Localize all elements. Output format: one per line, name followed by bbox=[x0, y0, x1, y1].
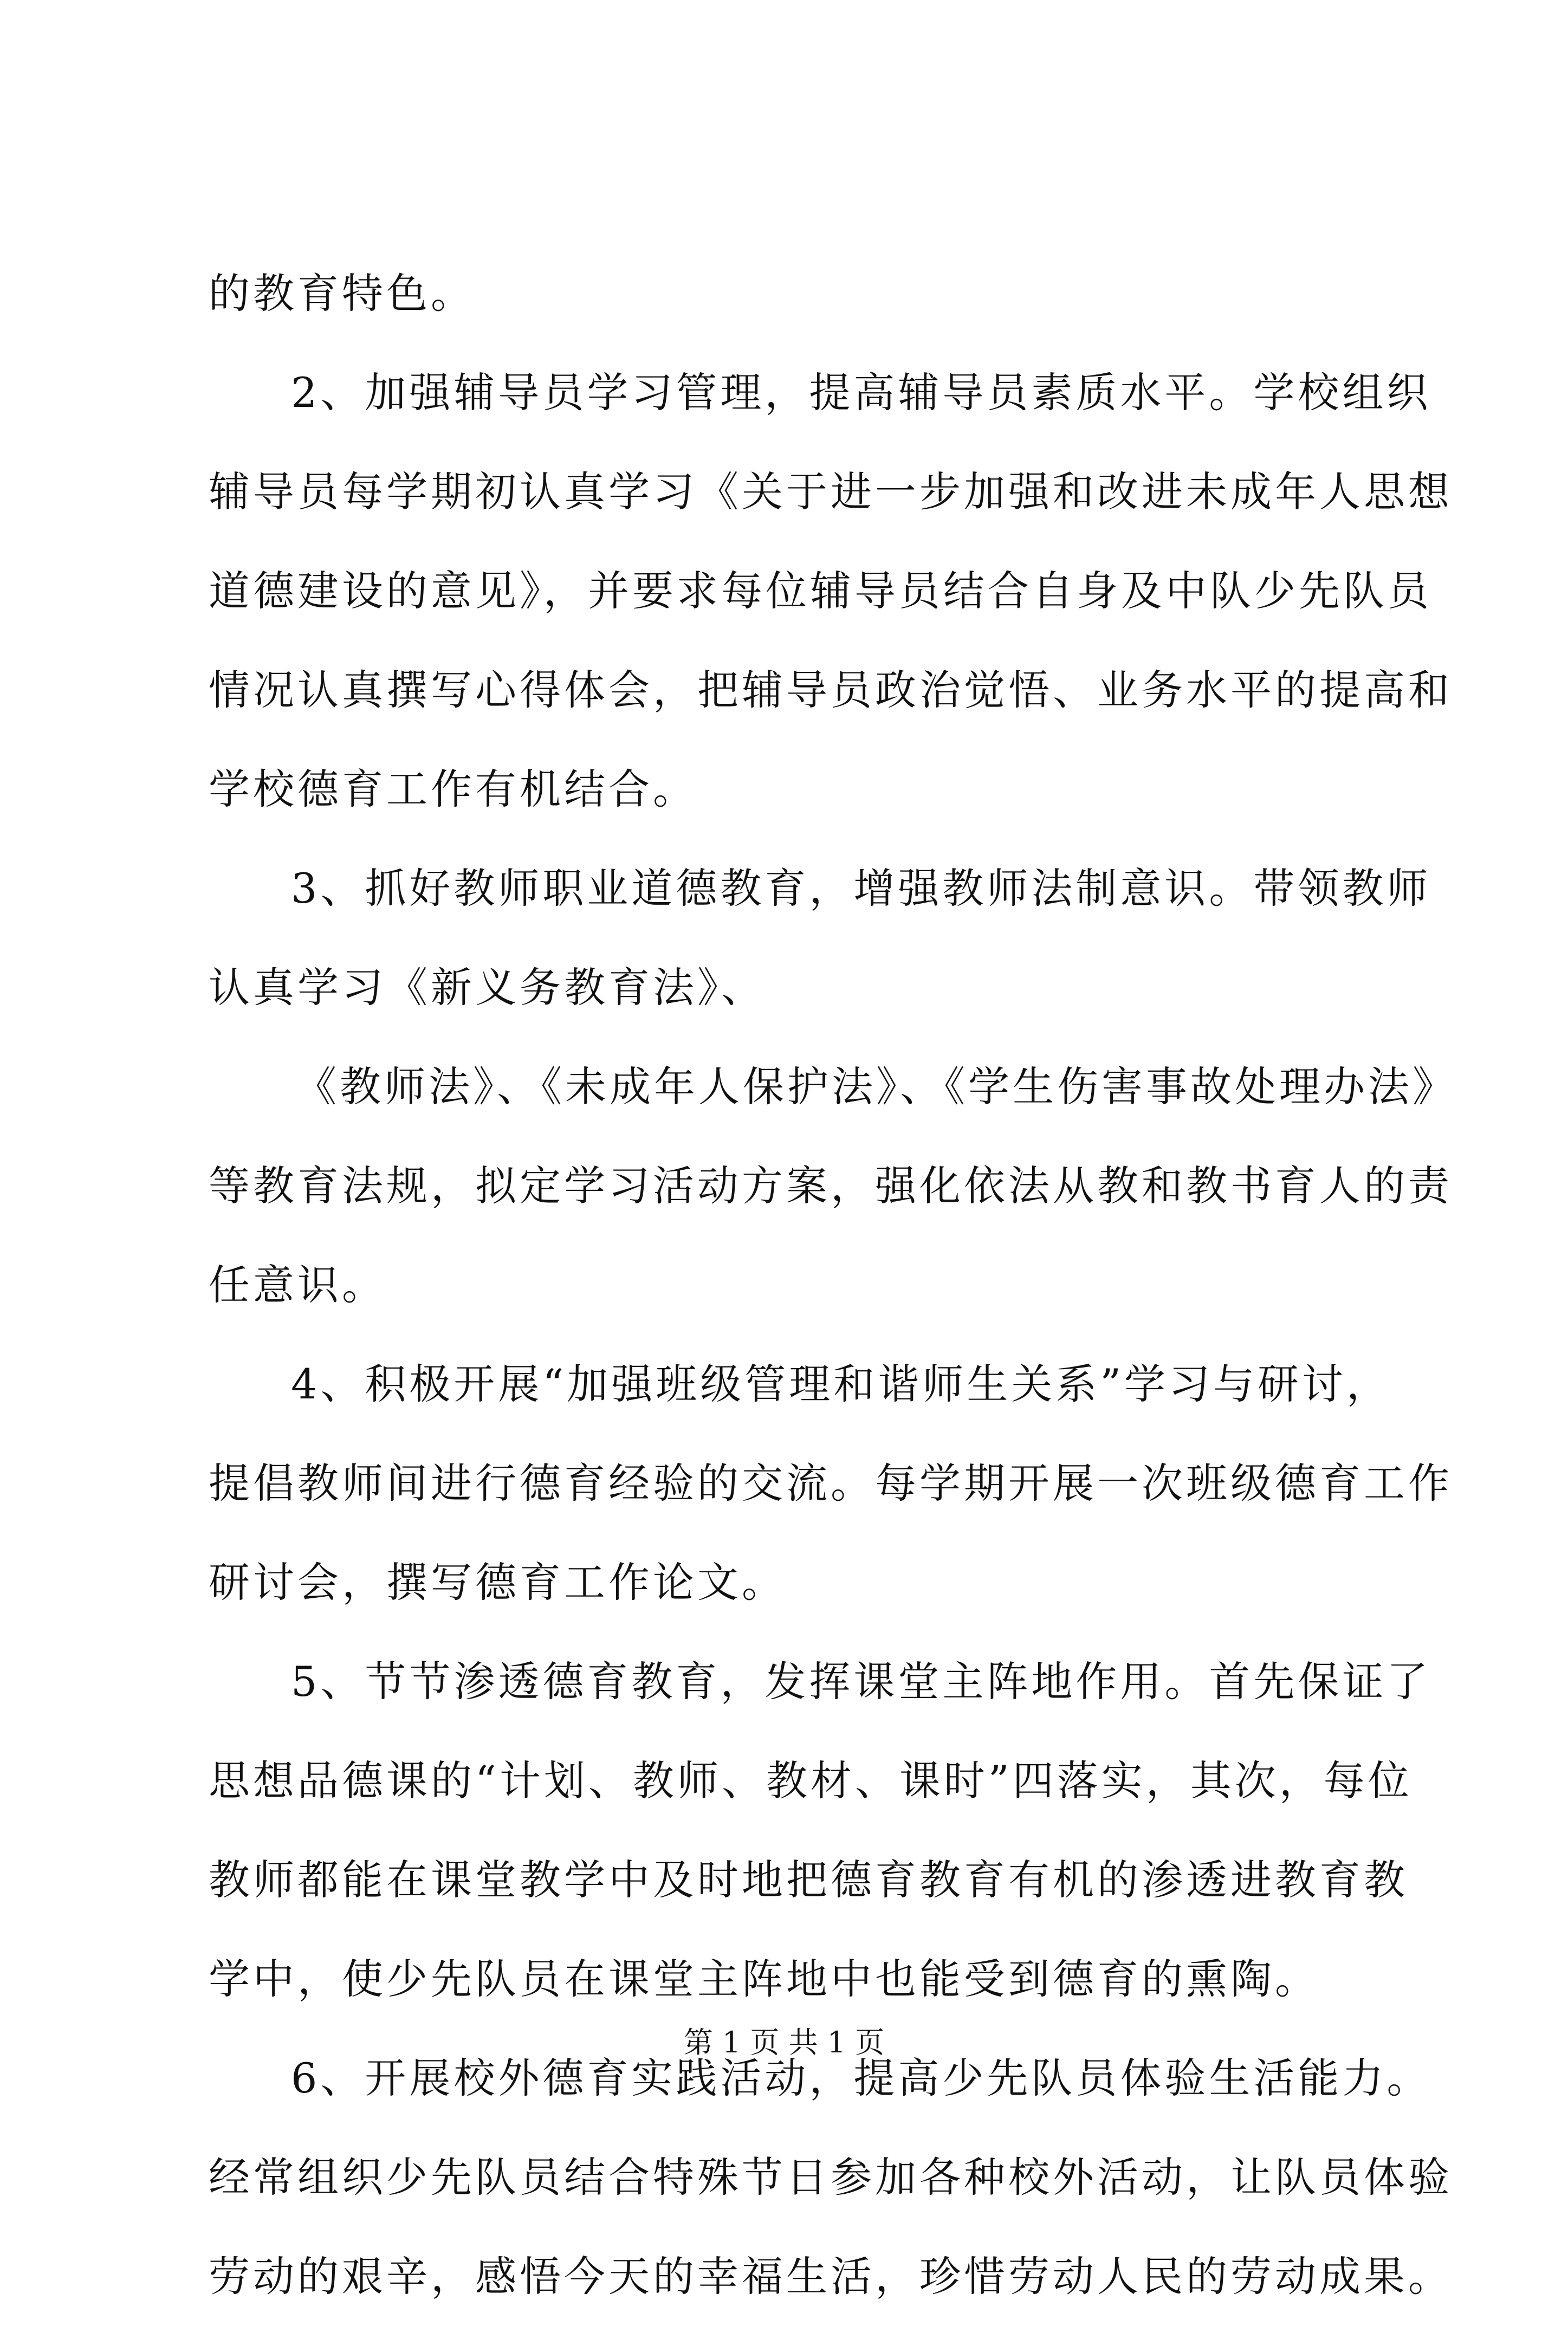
text-line: 教师都能在课堂教学中及时地把德育教育有机的渗透进教育教 bbox=[209, 1856, 1408, 1904]
text-line: 2、加强辅导员学习管理，提高辅导员素质水平。学校组织 bbox=[291, 368, 1431, 417]
text-line: 学中，使少先队员在课堂主阵地中也能受到德育的熏陶。 bbox=[209, 1955, 1319, 2003]
text-line: 的教育特色。 bbox=[209, 269, 475, 318]
text-line: 3、抓好教师职业道德教育，增强教师法制意识。带领教师 bbox=[291, 864, 1431, 912]
text-line: 5、节节渗透德育教育，发挥课堂主阵地作用。首先保证了 bbox=[291, 1657, 1431, 1706]
document-body bbox=[209, 244, 1457, 2326]
text-line: 道德建设的意见》，并要求每位辅导员结合自身及中队少先队员 bbox=[209, 567, 1432, 615]
text-line: 《教师法》、《未成年人保护法》、《学生伤害事故处理办法》 bbox=[295, 1062, 1457, 1111]
text-line: 等教育法规，拟定学习活动方案，强化依法从教和教书育人的责 bbox=[209, 1162, 1453, 1210]
text-line: 学校德育工作有机结合。 bbox=[209, 765, 697, 813]
text-line: 思想品德课的“计划、教师、教材、课时”四落实，其次，每位 bbox=[209, 1757, 1413, 1805]
text-line: 经常组织少先队员结合特殊节日参加各种校外活动，让队员体验 bbox=[209, 2153, 1453, 2201]
page-footer: 第 1 页 共 1 页 bbox=[683, 2025, 885, 2059]
text-line: 研讨会，撰写德育工作论文。 bbox=[209, 1558, 786, 1606]
text-line: 任意识。 bbox=[209, 1261, 386, 1309]
text-line: 认真学习《新义务教育法》、 bbox=[209, 963, 766, 1012]
text-line: 辅导员每学期初认真学习《关于进一步加强和改进未成年人思想 bbox=[209, 468, 1453, 516]
text-line: 6、开展校外德育实践活动，提高少先队员体验生活能力。 bbox=[291, 2054, 1431, 2102]
text-line: 提倡教师间进行德育经验的交流。每学期开展一次班级德育工作 bbox=[209, 1459, 1453, 1507]
text-line: 情况认真撰写心得体会，把辅导员政治觉悟、业务水平的提高和 bbox=[209, 666, 1453, 714]
text-line: 劳动的艰辛，感悟今天的幸福生活，珍惜劳动人民的劳动成果。 bbox=[209, 2252, 1453, 2301]
text-line: 4、积极开展“加强班级管理和谐师生关系”学习与研讨， bbox=[291, 1360, 1391, 1408]
